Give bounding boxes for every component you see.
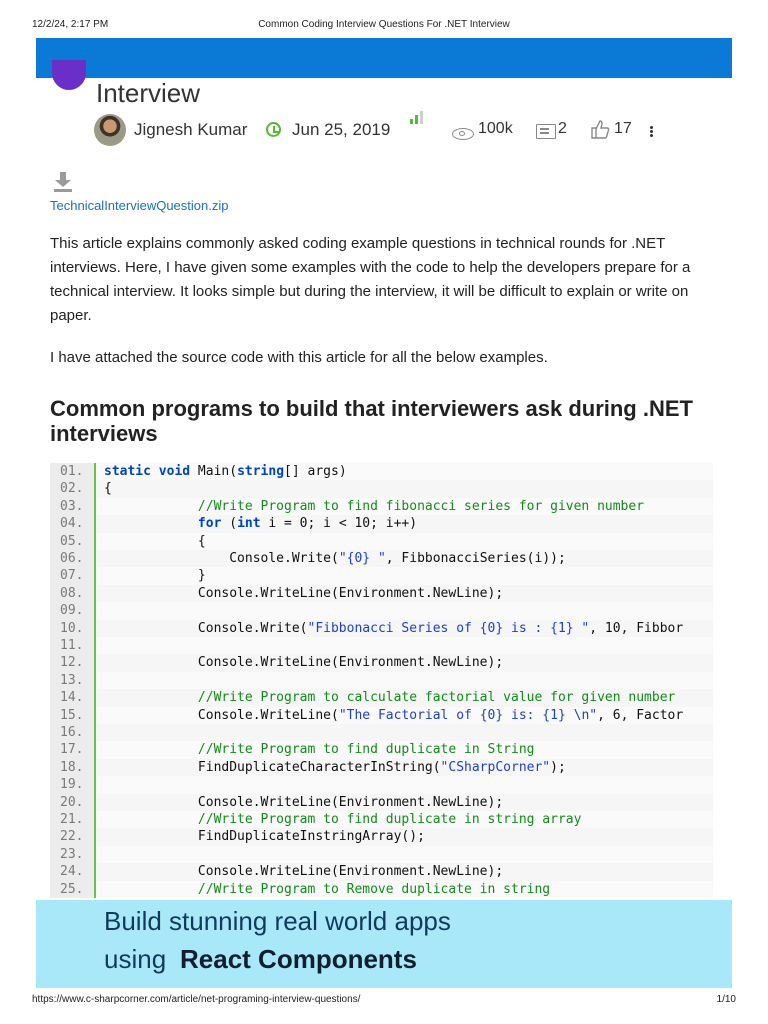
- code-text: [96, 689, 713, 706]
- print-page-title: Common Coding Interview Questions For .NET Interview: [258, 19, 510, 30]
- code-line: [50, 672, 713, 689]
- code-token: string: [237, 464, 285, 479]
- code-text: [96, 498, 713, 515]
- author-avatar[interactable]: [94, 114, 126, 146]
- code-line: [50, 707, 713, 724]
- code-token: , FibbonacciSeries(i));: [385, 551, 566, 566]
- code-text: [96, 620, 713, 637]
- code-line: [50, 741, 713, 758]
- code-token: FindDuplicateCharacterInString(: [104, 759, 441, 775]
- code-token: i = 0; i < 10; i++): [260, 516, 418, 532]
- code-text: [96, 480, 713, 497]
- code-token: "CSharpCorner": [440, 759, 551, 775]
- code-line: [50, 480, 713, 497]
- like-count[interactable]: 17: [614, 120, 632, 137]
- print-url: https://www.c-sharpcorner.com/article/net-programing-interview-questions/: [32, 994, 361, 1005]
- code-token: static void: [104, 464, 191, 479]
- code-text: [96, 654, 713, 671]
- section-heading: Common programs to build that interviewers ask during .NET interviews: [50, 396, 693, 446]
- code-block: [50, 463, 713, 901]
- line-number: 01.: [50, 463, 94, 480]
- code-token: //Write Program to find duplicate in string array: [104, 812, 582, 827]
- more-options-icon[interactable]: [650, 126, 653, 129]
- code-token: );: [550, 759, 566, 775]
- code-line: [50, 620, 713, 637]
- ad-banner[interactable]: [36, 900, 732, 988]
- line-number: 23.: [50, 846, 94, 863]
- code-token: {: [104, 533, 206, 549]
- clock-icon: [266, 122, 281, 137]
- line-number: 24.: [50, 863, 94, 880]
- code-token: "{0} ": [338, 551, 386, 566]
- code-token: Console.Write(: [104, 551, 339, 566]
- comment-count[interactable]: 2: [558, 120, 567, 137]
- code-text: [96, 794, 713, 811]
- line-number: 02.: [50, 480, 94, 497]
- code-text: [96, 707, 713, 724]
- code-token: Console.WriteLine(: [104, 707, 339, 723]
- line-number: 09.: [50, 602, 94, 619]
- code-line: [50, 794, 713, 811]
- publish-date: Jun 25, 2019: [292, 120, 391, 139]
- code-line: [50, 585, 713, 602]
- ad-subline-prefix: using: [104, 944, 167, 974]
- line-number: 11.: [50, 637, 94, 654]
- code-line: [50, 881, 713, 898]
- line-number: 04.: [50, 515, 94, 532]
- code-token: [] args): [284, 464, 347, 479]
- line-number: 06.: [50, 550, 94, 567]
- ad-headline: Build stunning real world apps: [104, 906, 451, 936]
- code-text: [96, 672, 713, 689]
- line-number: 20.: [50, 794, 94, 811]
- code-line: [50, 689, 713, 706]
- line-number: 08.: [50, 585, 94, 602]
- code-token: {: [104, 481, 112, 497]
- code-line: [50, 811, 713, 828]
- code-token: Console.WriteLine(Environment.NewLine);: [104, 864, 504, 880]
- code-token: Console.Write(: [104, 620, 308, 636]
- print-footer: [0, 992, 768, 1012]
- ad-subline-bold: React Components: [180, 944, 417, 974]
- code-token: }: [104, 568, 206, 584]
- print-page-number: 1/10: [716, 994, 736, 1005]
- code-token: //Write Program to find duplicate in String: [104, 742, 535, 758]
- code-text: [96, 602, 713, 619]
- code-line: [50, 654, 713, 671]
- code-text: [96, 724, 713, 741]
- line-number: 07.: [50, 567, 94, 584]
- intro-paragraph: This article explains commonly asked coding example questions in technical rounds for .NET interviews. Here, I have given some examples with the code to help the developers prepare for a technical interview. It looks simple but during the interview, it will be difficult to explain or write on paper.: [50, 235, 691, 324]
- code-token: Console.WriteLine(Environment.NewLine);: [104, 794, 504, 810]
- code-token: Console.WriteLine(Environment.NewLine);: [104, 655, 504, 671]
- code-text: [96, 846, 713, 863]
- line-number: 14.: [50, 689, 94, 706]
- code-token: //Write Program to find fibonacci series for given number: [104, 498, 645, 514]
- code-token: (: [221, 516, 238, 532]
- comment-icon[interactable]: [536, 124, 556, 139]
- code-line: [50, 533, 713, 550]
- code-token: [104, 516, 198, 531]
- line-number: 17.: [50, 741, 94, 758]
- line-number: 19.: [50, 776, 94, 793]
- code-token: "Fibbonacci Series of {0} is : {1} ": [307, 620, 590, 636]
- code-line: [50, 602, 713, 619]
- code-line: [50, 828, 713, 845]
- article-meta: [94, 114, 734, 148]
- code-text: [96, 463, 713, 480]
- view-count: 100k: [478, 120, 513, 137]
- code-token: "The Factorial of {0} is: {1} \n": [338, 707, 598, 723]
- attachment-link[interactable]: TechnicalInterviewQuestion.zip: [50, 198, 229, 213]
- code-line: [50, 776, 713, 793]
- code-line: [50, 567, 713, 584]
- code-text: [96, 567, 713, 584]
- line-number: 15.: [50, 707, 94, 724]
- code-line: [50, 637, 713, 654]
- site-logo-circle: [52, 60, 86, 90]
- code-line: [50, 463, 713, 480]
- attachment-note: I have attached the source code with this article for all the below examples.: [50, 349, 548, 366]
- code-token: , 10, Fibbor: [589, 620, 684, 636]
- code-text: [96, 828, 713, 845]
- code-line: [50, 863, 713, 880]
- code-text: [96, 533, 713, 550]
- code-token: //Write Program to Remove duplicate in string: [104, 881, 551, 897]
- code-token: //Write Program to calculate factorial value for given number: [104, 690, 676, 706]
- download-icon[interactable]: [54, 172, 72, 192]
- thumbs-up-icon[interactable]: [590, 118, 610, 140]
- code-token: FindDuplicateInstringArray();: [104, 829, 425, 845]
- line-number: 21.: [50, 811, 94, 828]
- code-text: [96, 585, 713, 602]
- code-token: int: [237, 516, 261, 532]
- line-number: 25.: [50, 881, 94, 898]
- code-line: [50, 498, 713, 515]
- code-text: [96, 811, 713, 828]
- line-number: 10.: [50, 620, 94, 637]
- code-line: [50, 724, 713, 741]
- code-line: [50, 846, 713, 863]
- code-text: [96, 759, 713, 776]
- code-line: [50, 550, 713, 567]
- line-number: 03.: [50, 498, 94, 515]
- line-number: 05.: [50, 533, 94, 550]
- author-name[interactable]: Jignesh Kumar: [134, 120, 248, 139]
- print-header: [0, 0, 768, 34]
- code-text: [96, 550, 713, 567]
- code-line: [50, 759, 713, 776]
- line-number: 16.: [50, 724, 94, 741]
- code-token: , 6, Factor: [597, 707, 684, 723]
- code-text: [96, 741, 713, 758]
- print-datetime: 12/2/24, 2:17 PM: [32, 19, 109, 30]
- code-text: [96, 637, 713, 654]
- code-text: [96, 515, 713, 532]
- code-text: [96, 776, 713, 793]
- site-header-bar: [36, 38, 732, 78]
- line-number: 13.: [50, 672, 94, 689]
- line-number: 22.: [50, 828, 94, 845]
- code-line: [50, 515, 713, 532]
- code-token: Console.WriteLine(Environment.NewLine);: [104, 585, 504, 601]
- code-text: [96, 881, 713, 898]
- code-token: Main(: [190, 464, 238, 479]
- code-text: [96, 863, 713, 880]
- code-token: for: [197, 516, 222, 532]
- line-number: 18.: [50, 759, 94, 776]
- line-number: 12.: [50, 654, 94, 671]
- eye-icon: [452, 128, 474, 140]
- article-title: Interview: [96, 78, 201, 108]
